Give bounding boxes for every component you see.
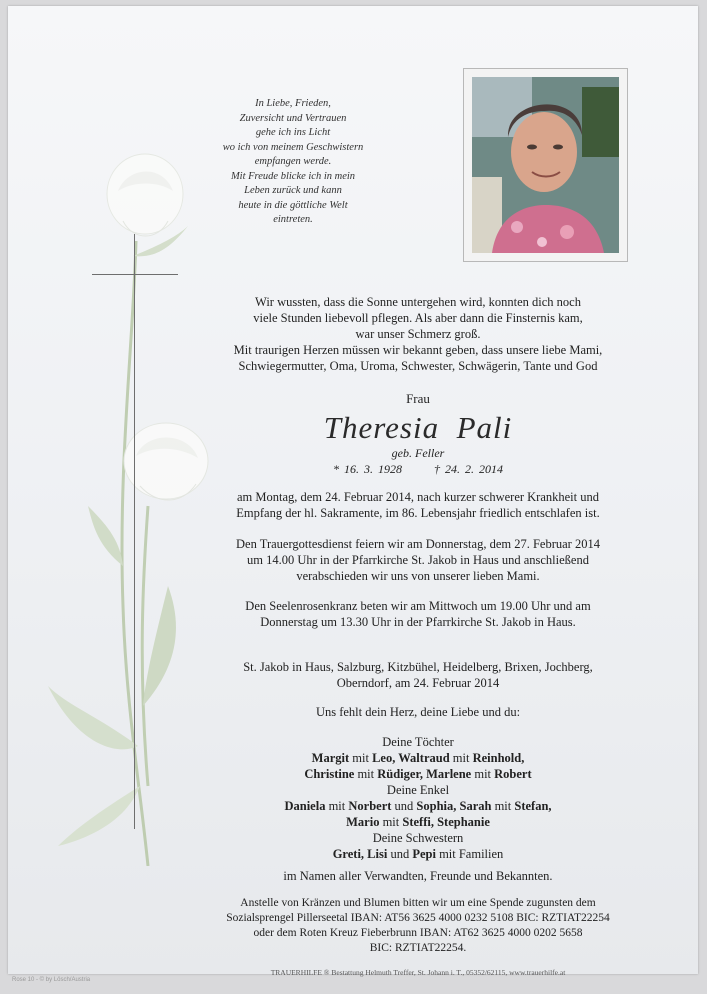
daughters-line: Margit mit Leo, Waltraud mit Reinhold, bbox=[311, 751, 525, 765]
portrait-photo-frame bbox=[463, 68, 628, 262]
sisters-heading: Deine Schwestern bbox=[372, 831, 464, 845]
intro-paragraph bbox=[188, 294, 648, 374]
grandchildren-line: Mario mit Steffi, Stephanie bbox=[346, 815, 490, 829]
intro-line: viele Stunden liebevoll pflegen. Als aber dann die Finsternis kam, bbox=[253, 311, 583, 325]
donation-line: Anstelle von Kränzen und Blumen bitten wir um eine Spende zugunsten dem bbox=[240, 897, 596, 909]
poem-line: In Liebe, Frieden, bbox=[255, 98, 331, 109]
notice-line: Empfang der hl. Sakramente, im 86. Lebensjahr friedlich entschlafen ist. bbox=[236, 506, 600, 520]
funeral-service bbox=[188, 536, 648, 584]
donation-line: BIC: RZTIAT22254. bbox=[369, 942, 467, 954]
donation-line: Sozialsprengel Pillerseetal IBAN: AT56 3625 4000 0232 5108 BIC: RZTIAT22254 bbox=[226, 912, 610, 924]
family-list bbox=[188, 734, 648, 862]
poem-line: Mit Freude blicke ich in mein bbox=[230, 170, 356, 182]
poem-line: Leben zurück und kann bbox=[244, 185, 342, 196]
death-notice bbox=[188, 489, 648, 521]
sisters-line: Greti, Lisi und Pepi mit Familien bbox=[332, 847, 504, 861]
donation-line: oder dem Roten Kreuz Fieberbrunn IBAN: AT62 3625 4000 0202 5658 bbox=[253, 927, 583, 939]
poem-line: eintreten. bbox=[273, 214, 313, 225]
intro-line: war unser Schmerz groß. bbox=[355, 327, 481, 341]
obituary-card bbox=[8, 6, 698, 977]
notice-line: am Montag, dem 24. Februar 2014, nach kurzer schwerer Krankheit und bbox=[236, 490, 600, 504]
poem-line: gehe ich ins Licht bbox=[255, 127, 331, 138]
poem-line: wo ich von meinem Geschwistern bbox=[222, 141, 364, 153]
death-date: † 24. 2. 2014 bbox=[434, 462, 503, 476]
maiden-name: geb. Feller bbox=[391, 446, 445, 460]
poem bbox=[198, 97, 388, 228]
intro-line: Wir wussten, dass die Sonne untergehen wird, konnten dich noch bbox=[255, 295, 581, 309]
title-frau: Frau bbox=[406, 391, 430, 406]
place-line: Oberndorf, am 24. Februar 2014 bbox=[336, 676, 500, 690]
service-line: Den Trauergottesdienst feiern wir am Donnerstag, dem 27. Februar 2014 bbox=[236, 537, 600, 551]
rosary-notice bbox=[188, 598, 648, 630]
relatives-line: im Namen aller Verwandten, Freunde und Bekannten. bbox=[283, 869, 553, 883]
rosary-line: Donnerstag um 13.30 Uhr in der Pfarrkirche St. Jakob in Haus. bbox=[260, 615, 576, 629]
place-line: St. Jakob in Haus, Salzburg, Kitzbühel, Heidelberg, Brixen, Jochberg, bbox=[243, 660, 593, 674]
portrait-photo bbox=[472, 77, 619, 253]
poem-line: heute in die göttliche Welt bbox=[238, 199, 348, 211]
life-dates bbox=[188, 462, 648, 477]
grandchildren-heading: Deine Enkel bbox=[386, 783, 450, 797]
intro-line: Schwiegermutter, Oma, Uroma, Schwester, Schwägerin, Tante und God bbox=[238, 359, 598, 373]
service-line: um 14.00 Uhr in der Pfarrkirche St. Jakob in Haus und anschließend bbox=[247, 553, 589, 567]
cross-vertical-line bbox=[134, 234, 135, 829]
daughters-line: Christine mit Rüdiger, Marlene mit Robert bbox=[304, 767, 532, 781]
cross-horizontal-line bbox=[92, 274, 178, 275]
image-credit: Rose 10 - © by Lösch/Austria bbox=[12, 977, 91, 983]
donation-request bbox=[188, 896, 648, 956]
service-line: verabschieden wir uns von unserer lieben Mami. bbox=[296, 569, 540, 583]
funeral-home-footer: TRAUERHILFE ® Bestattung Helmuth Treffer, St. Johann i. T., 05352/62115, www.trauerhilfe.at bbox=[270, 968, 566, 977]
closing-line: Uns fehlt dein Herz, deine Liebe und du: bbox=[315, 705, 521, 719]
place-and-date bbox=[188, 659, 648, 691]
intro-line: Mit traurigen Herzen müssen wir bekannt geben, dass unsere liebe Mami, bbox=[233, 343, 603, 357]
poem-line: empfangen werde. bbox=[254, 156, 332, 167]
deceased-name: Theresia Pali bbox=[323, 410, 513, 445]
portrait-drawing bbox=[472, 77, 619, 253]
daughters-heading: Deine Töchter bbox=[382, 735, 454, 749]
poem-line: Zuversicht und Vertrauen bbox=[239, 112, 347, 124]
birth-date: * 16. 3. 1928 bbox=[333, 462, 402, 476]
grandchildren-line: Daniela mit Norbert und Sophia, Sarah mit Stefan, bbox=[284, 799, 552, 813]
rosary-line: Den Seelenrosenkranz beten wir am Mittwoch um 19.00 Uhr und am bbox=[245, 599, 591, 613]
